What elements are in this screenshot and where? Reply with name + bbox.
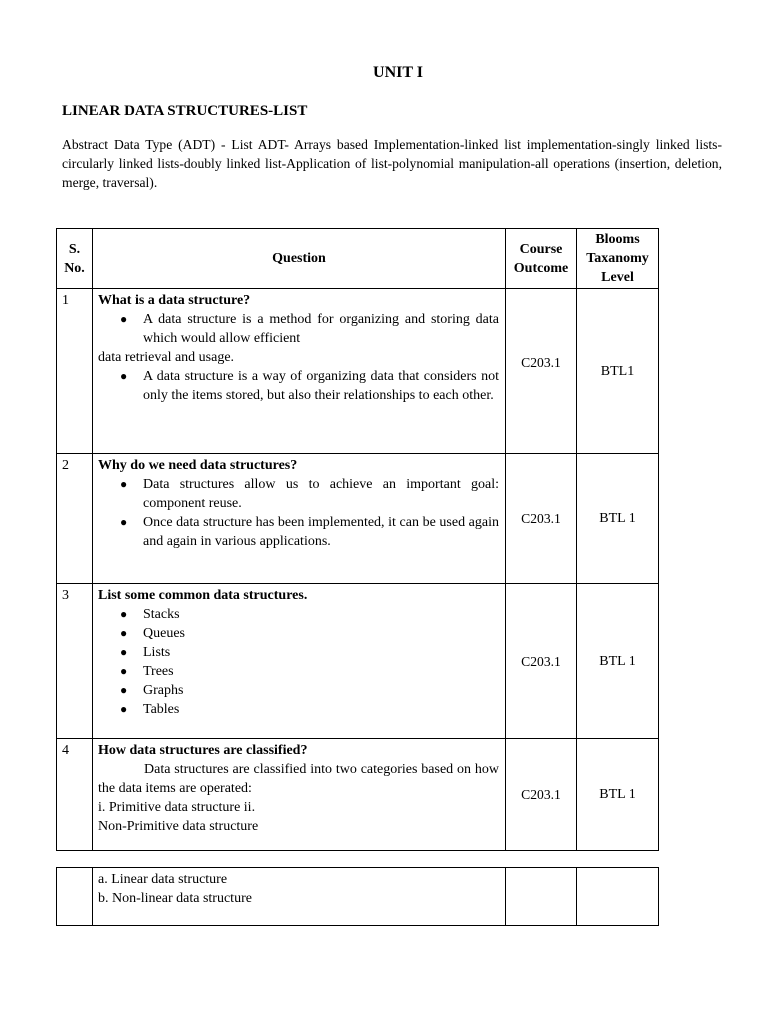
question-heading: List some common data structures. xyxy=(98,588,308,603)
list-item: ● Lists xyxy=(120,645,171,660)
bullet-icon: ● xyxy=(120,477,128,491)
row-course-outcome: C203.1 xyxy=(506,584,577,739)
list-item: ● Once data structure has been implemented, it can be used again and again in various applications. xyxy=(120,515,499,549)
answer-text: b. Non-linear data structure xyxy=(98,891,252,906)
unit-title: UNIT I xyxy=(373,64,423,81)
bullet-icon: ● xyxy=(120,664,128,678)
bullet-icon: ● xyxy=(120,626,128,640)
table-row xyxy=(57,454,659,584)
row-question xyxy=(93,454,506,584)
row-course-outcome: C203.1 xyxy=(506,454,577,584)
bullet-icon: ● xyxy=(120,312,128,326)
list-item: ● Data structures allow us to achieve an important goal: component reuse. xyxy=(120,477,499,511)
header-course-outcome: Course Outcome xyxy=(506,229,577,289)
bullet-icon: ● xyxy=(120,645,128,659)
table-row xyxy=(57,584,659,739)
syllabus-paragraph: Abstract Data Type (ADT) - List ADT- Arrays based Implementation-linked list implementation-singly linked lists-circularly linked lists-doubly linked list-Application of list-polynomial manipulation-all operations (insertion, deletion, merge, traversal). xyxy=(62,137,722,190)
header-question: Question xyxy=(93,229,506,289)
table-header-row xyxy=(57,229,659,289)
row-question xyxy=(93,289,506,454)
row-btl: BTL 1 xyxy=(577,739,659,851)
bullet-icon: ● xyxy=(120,515,128,529)
section-title: LINEAR DATA STRUCTURES-LIST xyxy=(62,103,308,119)
question-table xyxy=(56,228,659,851)
row-course-outcome: C203.1 xyxy=(506,289,577,454)
question-heading: What is a data structure? xyxy=(98,293,251,308)
bullet-icon: ● xyxy=(120,702,128,716)
list-item: ● Queues xyxy=(120,626,185,641)
table-row xyxy=(57,739,659,851)
answer-text: data retrieval and usage. xyxy=(98,350,235,365)
question-heading: Why do we need data structures? xyxy=(98,458,298,473)
row-sno: 2 xyxy=(57,454,93,584)
row-btl xyxy=(577,868,659,926)
header-sno: S. No. xyxy=(57,229,93,289)
row-sno: 4 xyxy=(57,739,93,851)
list-item: ● Trees xyxy=(120,664,174,679)
bullet-icon: ● xyxy=(120,607,128,621)
list-item: ● Graphs xyxy=(120,683,184,698)
row-sno xyxy=(57,868,93,926)
list-item: ● A data structure is a way of organizing data that considers not only the items stored, but also their relationships to each other. xyxy=(120,369,499,403)
row-btl: BTL1 xyxy=(577,289,659,454)
list-item: ● Tables xyxy=(120,702,180,717)
answer-text: i. Primitive data structure ii. xyxy=(98,800,256,815)
row-btl: BTL 1 xyxy=(577,454,659,584)
continuation-table xyxy=(56,867,659,926)
list-item: ● Stacks xyxy=(120,607,180,622)
row-course-outcome xyxy=(506,868,577,926)
bullet-icon: ● xyxy=(120,369,128,383)
row-question xyxy=(93,739,506,851)
table-row xyxy=(57,868,659,926)
row-sno: 3 xyxy=(57,584,93,739)
row-question xyxy=(93,584,506,739)
answer-text: a. Linear data structure xyxy=(98,872,228,887)
table-row xyxy=(57,289,659,454)
list-item: ● A data structure is a method for organizing and storing data which would allow efficient xyxy=(120,312,499,346)
bullet-icon: ● xyxy=(120,683,128,697)
row-question xyxy=(93,868,506,926)
answer-text: Non-Primitive data structure xyxy=(98,819,259,834)
question-heading: How data structures are classified? xyxy=(98,743,308,758)
row-sno: 1 xyxy=(57,289,93,454)
row-btl: BTL 1 xyxy=(577,584,659,739)
row-course-outcome: C203.1 xyxy=(506,739,577,851)
header-blooms-level: Blooms Taxanomy Level xyxy=(577,229,659,289)
answer-text: Data structures are classified into two categories based on how the data items are operated: xyxy=(98,762,499,796)
